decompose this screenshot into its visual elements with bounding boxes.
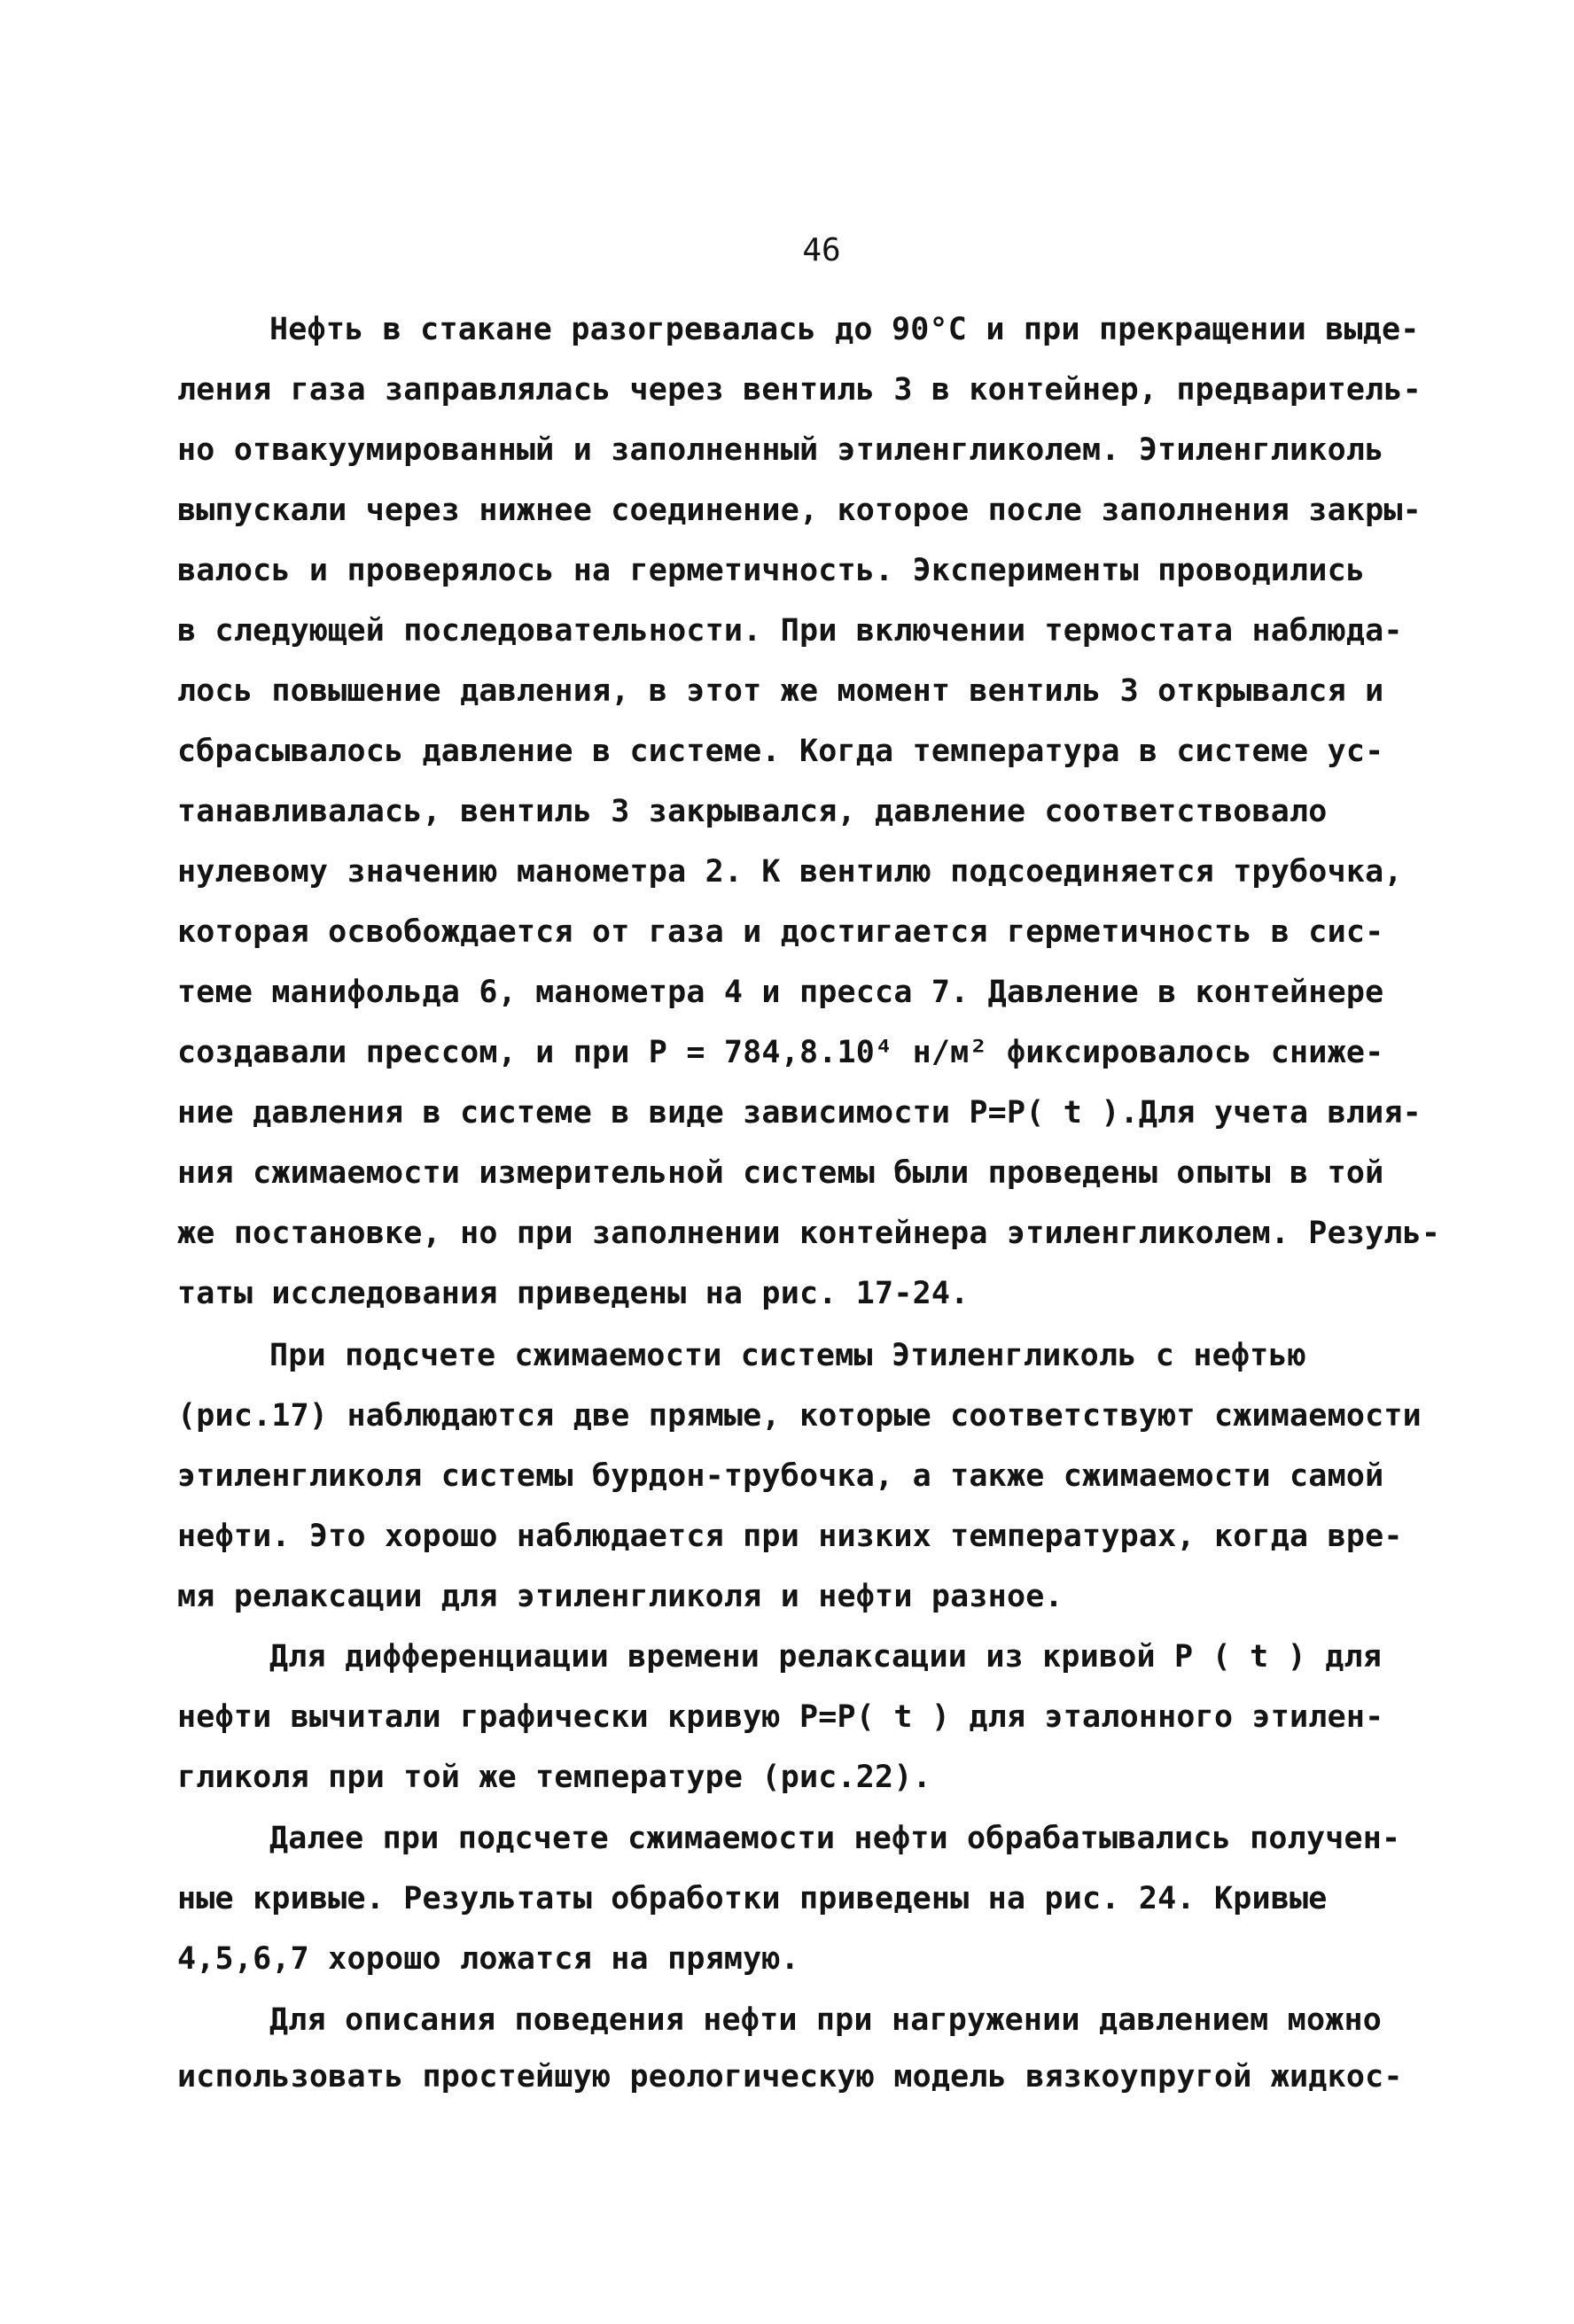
paragraph-experiment-procedure (177, 299, 1441, 1324)
text-line: танавливалась, вентиль 3 закрывался, давление соответствовало (177, 794, 1328, 829)
text-line: нефти. Это хорошо наблюдается при низких температурах, когда вре- (177, 1519, 1403, 1554)
paragraph-curve-processing (177, 1808, 1427, 1989)
text-line: нефти вычитали графически кривую Р=Р( t ) для эталонного этилен- (177, 1699, 1384, 1735)
text-line: Для дифференциации времени релаксации из кривой Р ( t ) для (269, 1639, 1383, 1675)
page-number: 46 (802, 232, 841, 268)
text-line: нулевому значению манометра 2. К вентилю подсоединяется трубочка, (177, 854, 1403, 890)
text-line: ние давления в системе в виде зависимости Р=Р( t ).Для учета влия- (177, 1095, 1422, 1131)
text-line: же постановке, но при заполнении контейнера этиленгликолем. Резуль- (177, 1216, 1441, 1251)
text-line: Далее при подсчете сжимаемости нефти обрабатывались получен- (269, 1821, 1401, 1856)
text-line: но отвакуумированный и заполненный этиленгликолем. Этиленгликоль (177, 432, 1384, 468)
text-line: Нефть в стакане разогревалась до 90°С и при прекращении выде- (269, 312, 1420, 347)
text-line: гликоля при той же температуре (рис.22). (177, 1760, 931, 1795)
text-line: (рис.17) наблюдаются две прямые, которые соответствуют сжимаемости (177, 1398, 1422, 1434)
text-line: ные кривые. Результаты обработки приведены на рис. 24. Кривые (177, 1881, 1328, 1916)
paragraph-relaxation-differentiation (177, 1627, 1427, 1807)
text-line: валось и проверялось на герметичность. Эксперименты проводились (177, 553, 1366, 588)
text-line: создавали прессом, и при Р = 784,8.10⁴ н/м² фиксировалось сниже- (177, 1035, 1384, 1070)
text-line: лось повышение давления, в этот же момент вентиль 3 открывался и (177, 673, 1384, 709)
text-line: ния сжимаемости измерительной системы были проведены опыты в той (177, 1155, 1384, 1191)
text-line: При подсчете сжимаемости системы Этиленгликоль с нефтью (269, 1338, 1306, 1373)
text-line: этиленгликоля системы бурдон-трубочка, а также сжимаемости самой (177, 1458, 1384, 1494)
paragraph-compressibility-count (177, 1325, 1427, 1627)
text-line: Для описания поведения нефти при нагружении давлением можно (269, 2002, 1383, 2038)
text-line: 4,5,6,7 хорошо ложатся на прямую. (177, 1941, 799, 1977)
text-line: мя релаксации для этиленгликоля и нефти разное. (177, 1579, 1064, 1614)
text-line: таты исследования приведены на рис. 17-24. (177, 1276, 970, 1311)
text-line: которая освобождается от газа и достигается герметичность в сис- (177, 914, 1384, 950)
text-line: в следующей последовательности. При включении термостата наблюда- (177, 613, 1403, 649)
text-line: выпускали через нижнее соединение, которое после заполнения закры- (177, 493, 1422, 528)
text-line: теме манифольда 6, манометра 4 и пресса 7. Давление в контейнере (177, 975, 1384, 1010)
text-line: использовать простейшую реологическую модель вязкоупругой жидкос- (177, 2059, 1403, 2095)
text-line: ления газа заправлялась через вентиль 3 в контейнер, предваритель- (177, 372, 1422, 408)
text-line: сбрасывалось давление в системе. Когда температура в системе ус- (177, 734, 1384, 769)
paragraph-rheological-model (177, 1990, 1427, 2103)
